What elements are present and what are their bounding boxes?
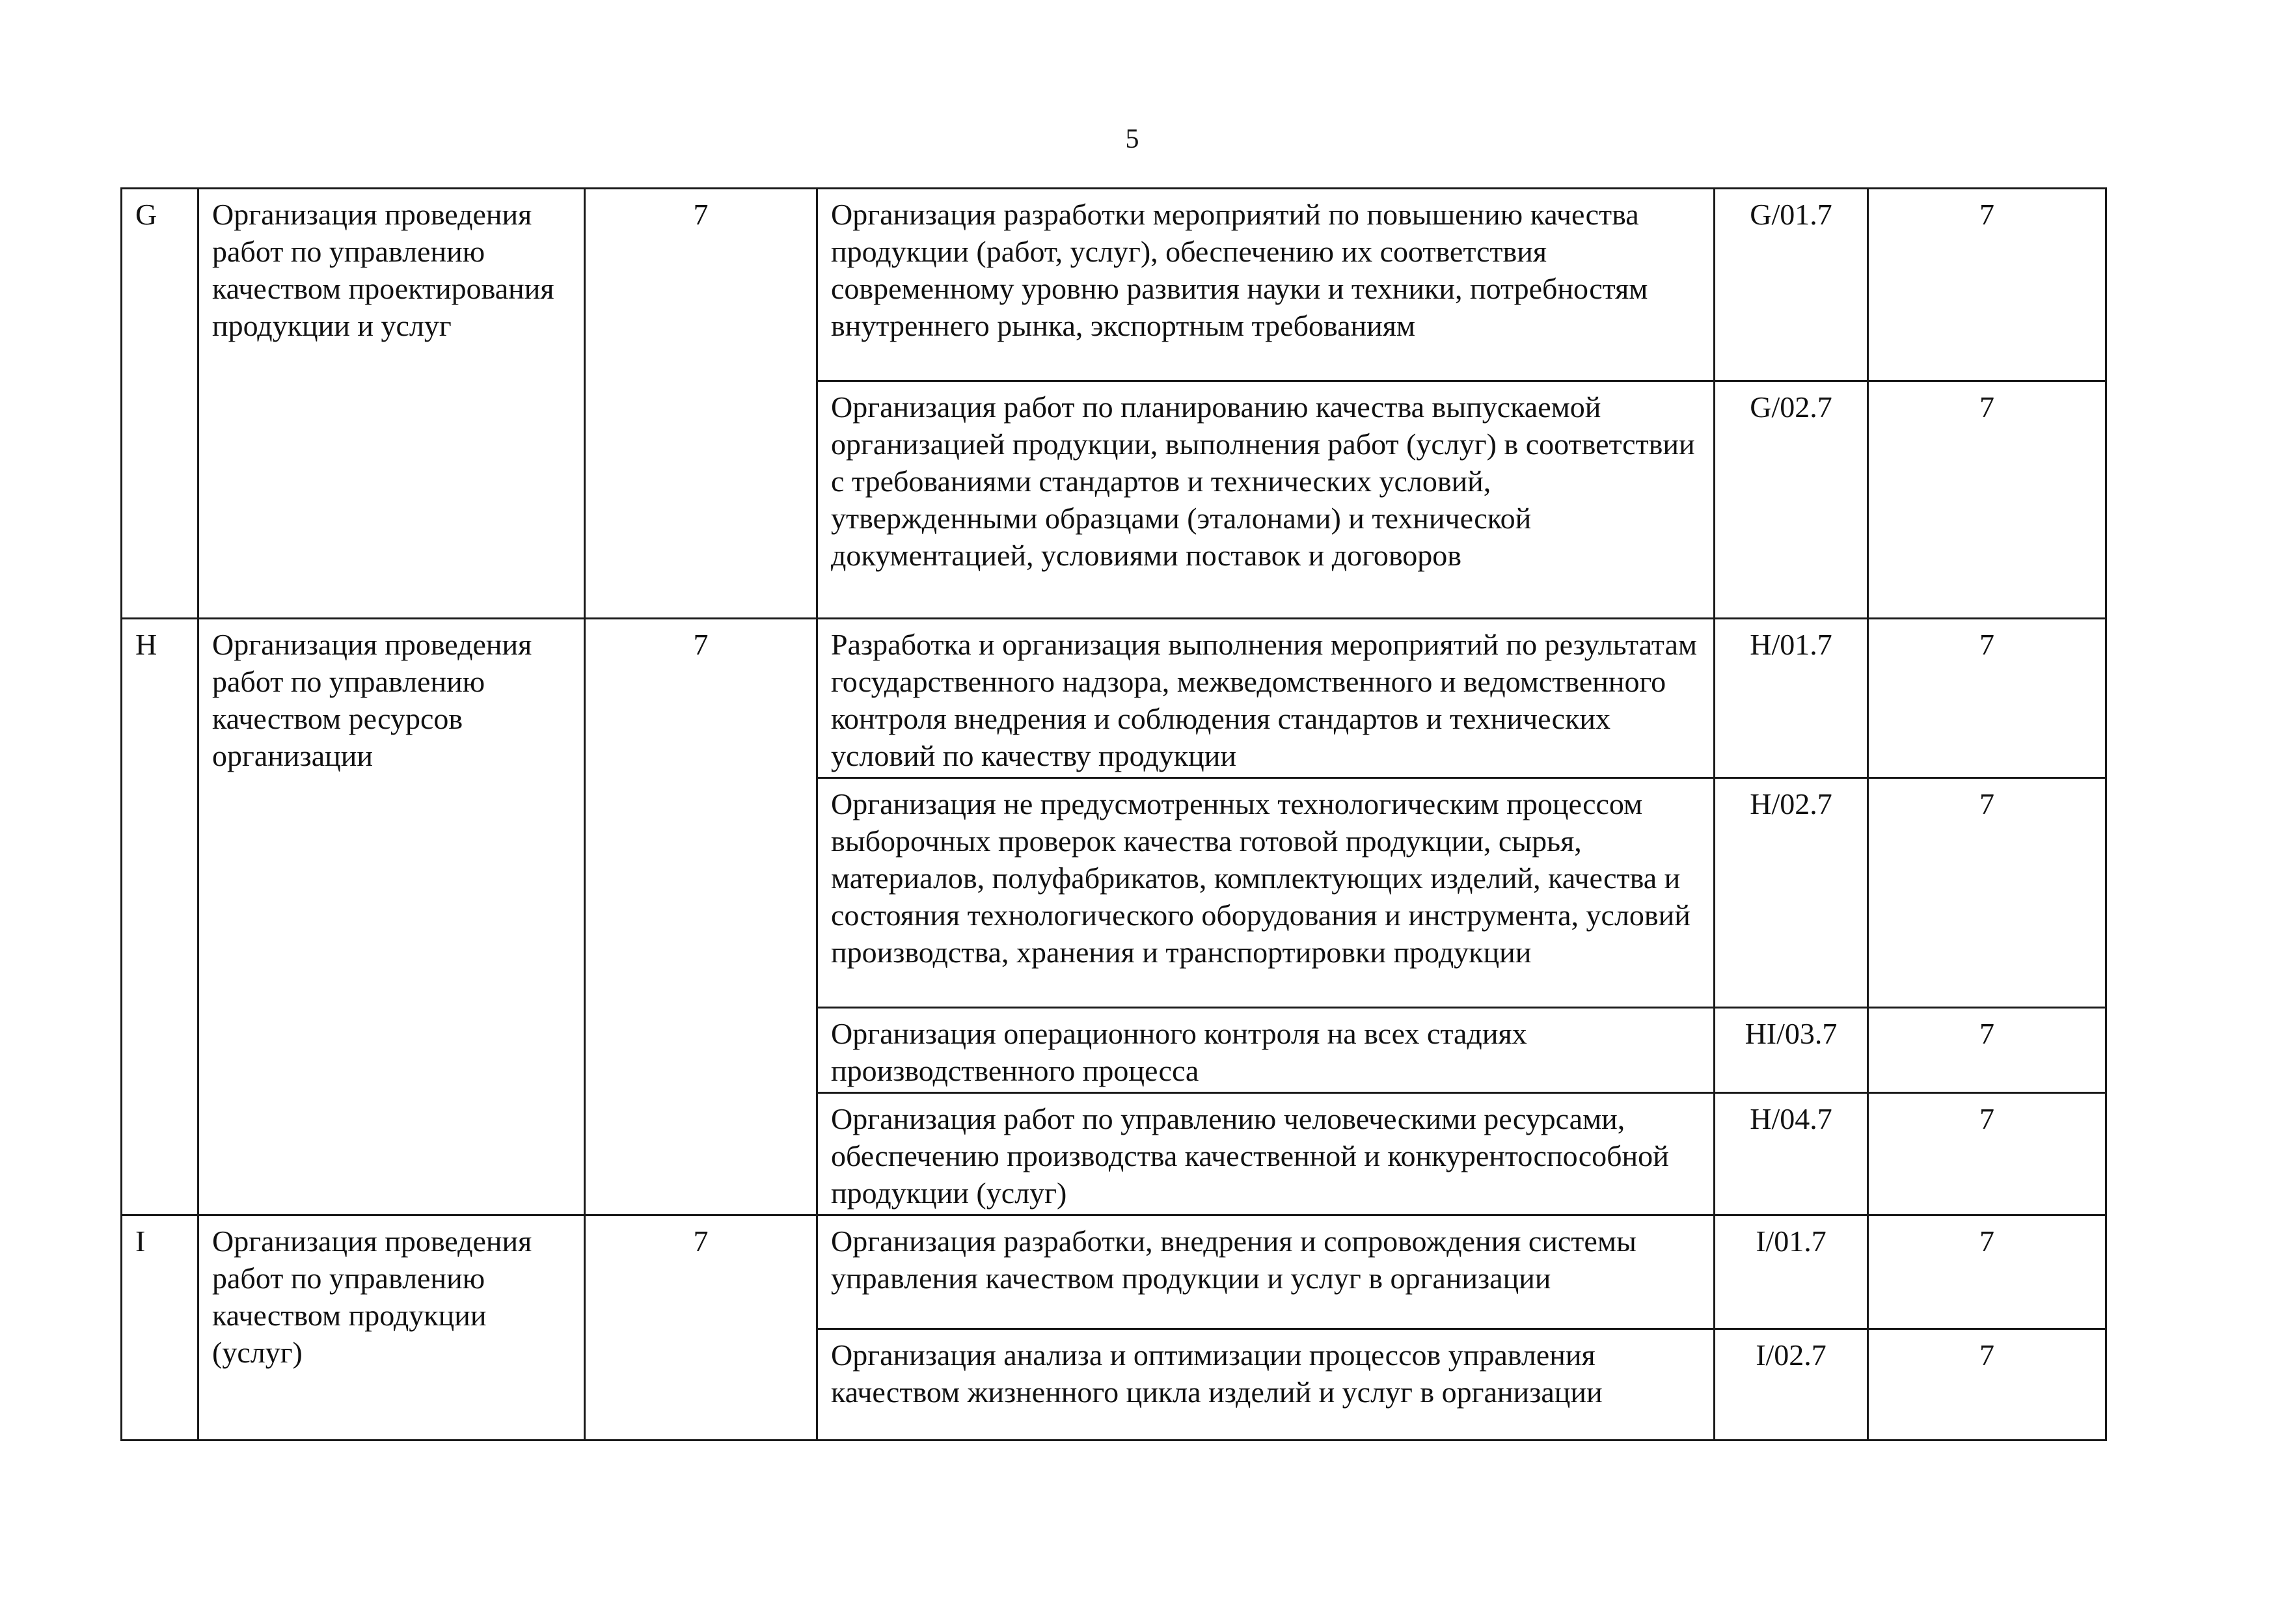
table-row: [122, 619, 2106, 778]
function-name: Организация операционного контроля на всех стадиях производственного процесса: [817, 1008, 1715, 1093]
table-row: [122, 189, 2106, 381]
function-name: Организация разработки, внедрения и сопровождения системы управления качеством продукции и услуг в организации: [817, 1215, 1715, 1329]
function-code: H/04.7: [1715, 1093, 1868, 1215]
function-code: H/01.7: [1715, 619, 1868, 778]
function-name: Разработка и организация выполнения мероприятий по результатам государственного надзора, межведомственного и ведомственного контроля внедрения и соблюдения стандартов и технических условий по качеству продукции: [817, 619, 1715, 778]
group-level: 7: [585, 619, 817, 1215]
function-name: Организация не предусмотренных технологическим процессом выборочных проверок качества готовой продукции, сырья, материалов, полуфабрикатов, комплектующих изделий, качества и состояния технологического оборудования и инструмента, условий производства, хранения и транспортировки продукции: [817, 778, 1715, 1008]
page-number: 5: [1125, 124, 1139, 154]
function-code: H/02.7: [1715, 778, 1868, 1008]
group-code: G: [122, 189, 198, 619]
labor-functions-table: [120, 187, 2107, 1441]
function-level: 7: [1868, 1329, 2106, 1441]
group-code: H: [122, 619, 198, 1215]
group-code: I: [122, 1215, 198, 1441]
function-level: 7: [1868, 778, 2106, 1008]
function-level: 7: [1868, 189, 2106, 381]
function-level: 7: [1868, 381, 2106, 619]
group-name: Организация проведения работ по управлению качеством продукции (услуг): [198, 1215, 585, 1441]
function-name: Организация работ по планированию качества выпускаемой организацией продукции, выполнения работ (услуг) в соответствии с требованиями стандартов и технических условий, утвержденными образцами (эталонами) и технической документацией, условиями поставок и договоров: [817, 381, 1715, 619]
group-name: Организация проведения работ по управлению качеством ресурсов организации: [198, 619, 585, 1215]
function-name: Организация разработки мероприятий по повышению качества продукции (работ, услуг), обеспечению их соответствия современному уровню развития науки и техники, потребностям внутреннего рынка, экспортным требованиям: [817, 189, 1715, 381]
function-code: I/01.7: [1715, 1215, 1868, 1329]
function-code: G/01.7: [1715, 189, 1868, 381]
function-name: Организация работ по управлению человеческими ресурсами, обеспечению производства качественной и конкурентоспособной продукции (услуг): [817, 1093, 1715, 1215]
function-code: G/02.7: [1715, 381, 1868, 619]
group-level: 7: [585, 1215, 817, 1441]
function-name: Организация анализа и оптимизации процессов управления качеством жизненного цикла изделий и услуг в организации: [817, 1329, 1715, 1441]
table-row: [122, 1215, 2106, 1329]
group-level: 7: [585, 189, 817, 619]
group-name: Организация проведения работ по управлению качеством проектирования продукции и услуг: [198, 189, 585, 619]
function-code: I/02.7: [1715, 1329, 1868, 1441]
function-level: 7: [1868, 1008, 2106, 1093]
function-level: 7: [1868, 1093, 2106, 1215]
function-level: 7: [1868, 1215, 2106, 1329]
function-level: 7: [1868, 619, 2106, 778]
function-code: HI/03.7: [1715, 1008, 1868, 1093]
